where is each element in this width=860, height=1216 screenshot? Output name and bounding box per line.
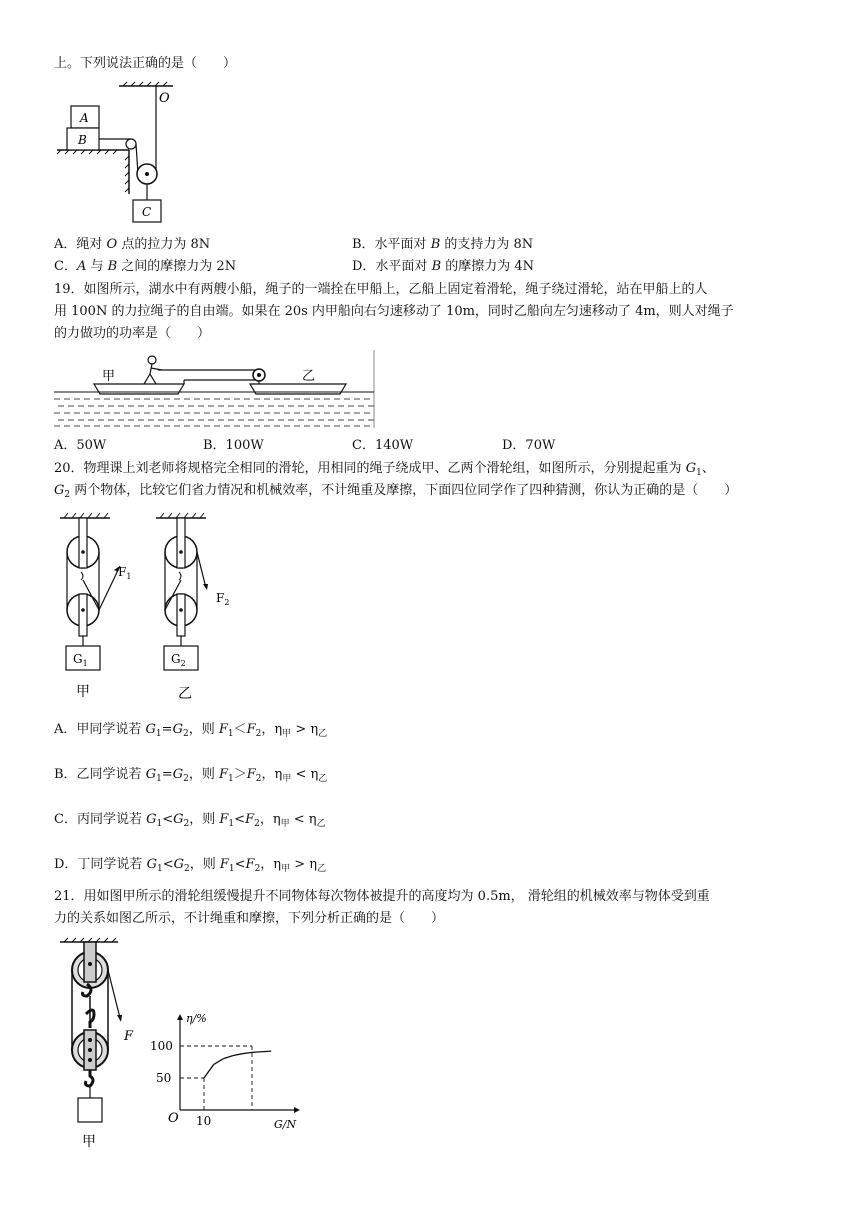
q21-stem-line-1: 21．用如图甲所示的滑轮组缓慢提升不同物体每次物体被提升的高度均为 0.5m， 滑轮组的机械效率与物体受到重 <box>54 889 710 904</box>
x-axis-label: G/N <box>274 1118 297 1131</box>
curve-segment <box>223 1056 233 1059</box>
q20-option-a[interactable]: A．甲同学说若 $G_1=G_2$，则 $F_1<F_2$，$\eta_甲 > \eta_乙$ <box>54 722 328 739</box>
q20-stem-line-2: $G_2$ 两个物体，比较它们省力情况和机械效率，不计绳重及摩擦，下面四位同学作了四种猜测，你认为正确的是（ ） <box>54 483 738 500</box>
q18-label-a: A <box>80 111 89 125</box>
q20-option-c[interactable]: C．丙同学说若 $G_1<G_2$，则 $F_1<F_2$，$\eta_甲 < \eta_乙$ <box>54 812 326 829</box>
q18-label-c: C <box>142 205 152 219</box>
q18-option-c[interactable]: C．A 与 B 之间的摩擦力为 2N <box>54 259 237 274</box>
q19-stem-line-3: 的力做功的功率是（ ） <box>54 326 211 341</box>
q19-label-jia: 甲 <box>102 369 116 384</box>
q19-stem-line-2: 用 100N 的力拉绳子的自由端。如果在 20s 内甲船向右匀速移动了 10m，同时乙船向左匀速移动了 4m，则人对绳子 <box>54 304 734 319</box>
q18-option-a[interactable]: A．绳对 O 点的拉力为 8N <box>54 237 211 252</box>
q20-label-jia: 甲 <box>76 684 90 700</box>
curve-segment <box>252 1052 262 1053</box>
q19-label-yi: 乙 <box>302 369 316 384</box>
q18-figure <box>55 82 185 230</box>
corner-pulley <box>126 139 136 149</box>
q19-stem-line-1: 19．如图所示，湖水中有两艘小船，绳子的一端拴在甲船上，乙船上固定着滑轮，绳子绕过滑轮，站在甲船上的人 <box>54 282 708 297</box>
q20-label-f2: $F_2$ <box>216 591 230 607</box>
curve-segment <box>262 1051 272 1052</box>
q19-option-d[interactable]: D．70W <box>502 438 556 453</box>
q18-label-b: B <box>78 133 87 147</box>
q21-chart <box>150 1010 310 1150</box>
q20-option-b[interactable]: B．乙同学说若 $G_1=G_2$，则 $F_1>F_2$，$\eta_甲 < \eta_乙$ <box>54 767 328 784</box>
q18-label-o: O <box>159 91 170 106</box>
q18-stem-tail: 上。下列说法正确的是（ ） <box>54 56 237 71</box>
origin-label: O <box>168 1111 179 1126</box>
q21-label-jia: 甲 <box>82 1134 96 1150</box>
q20-label-g2: $G_2$ <box>171 652 186 668</box>
curve-segment <box>214 1059 224 1065</box>
q19-option-a[interactable]: A．50W <box>54 438 107 453</box>
q21-weight <box>78 1098 102 1122</box>
curve-segment <box>242 1052 252 1053</box>
q20-label-yi: 乙 <box>178 686 192 702</box>
y-axis-label: η/% <box>186 1012 207 1025</box>
q21-label-f: F <box>124 1029 134 1044</box>
q21-pulley-figure <box>54 938 154 1153</box>
q18-option-d[interactable]: D．水平面对 B 的摩擦力为 4N <box>352 259 535 274</box>
curve-segment <box>204 1065 214 1078</box>
q21-stem-line-2: 力的关系如图乙所示，不计绳重和摩擦，下列分析正确的是（ ） <box>54 911 445 926</box>
q20-figure <box>54 510 254 705</box>
q19-figure <box>54 350 376 428</box>
q19-option-c[interactable]: C．140W <box>352 438 414 453</box>
q20-option-d[interactable]: D．丁同学说若 $G_1<G_2$，则 $F_1<F_2$，$\eta_甲 > \eta_乙$ <box>54 857 327 874</box>
curve-segment <box>233 1054 243 1056</box>
q19-option-b[interactable]: B．100W <box>203 438 264 453</box>
q20-stem-line-1: 20．物理课上刘老师将规格完全相同的滑轮，用相同的绳子绕成甲、乙两个滑轮组，如图所示，分别提起重为 $G_1$、 <box>54 461 715 478</box>
q18-option-b[interactable]: B．水平面对 B 的支持力为 8N <box>352 237 534 252</box>
y-tick-50: 50 <box>156 1071 172 1085</box>
q20-label-f1: $F_1$ <box>118 565 132 581</box>
y-tick-100: 100 <box>150 1039 173 1053</box>
q20-label-g1: $G_1$ <box>73 652 88 668</box>
x-tick-10: 10 <box>196 1114 212 1128</box>
